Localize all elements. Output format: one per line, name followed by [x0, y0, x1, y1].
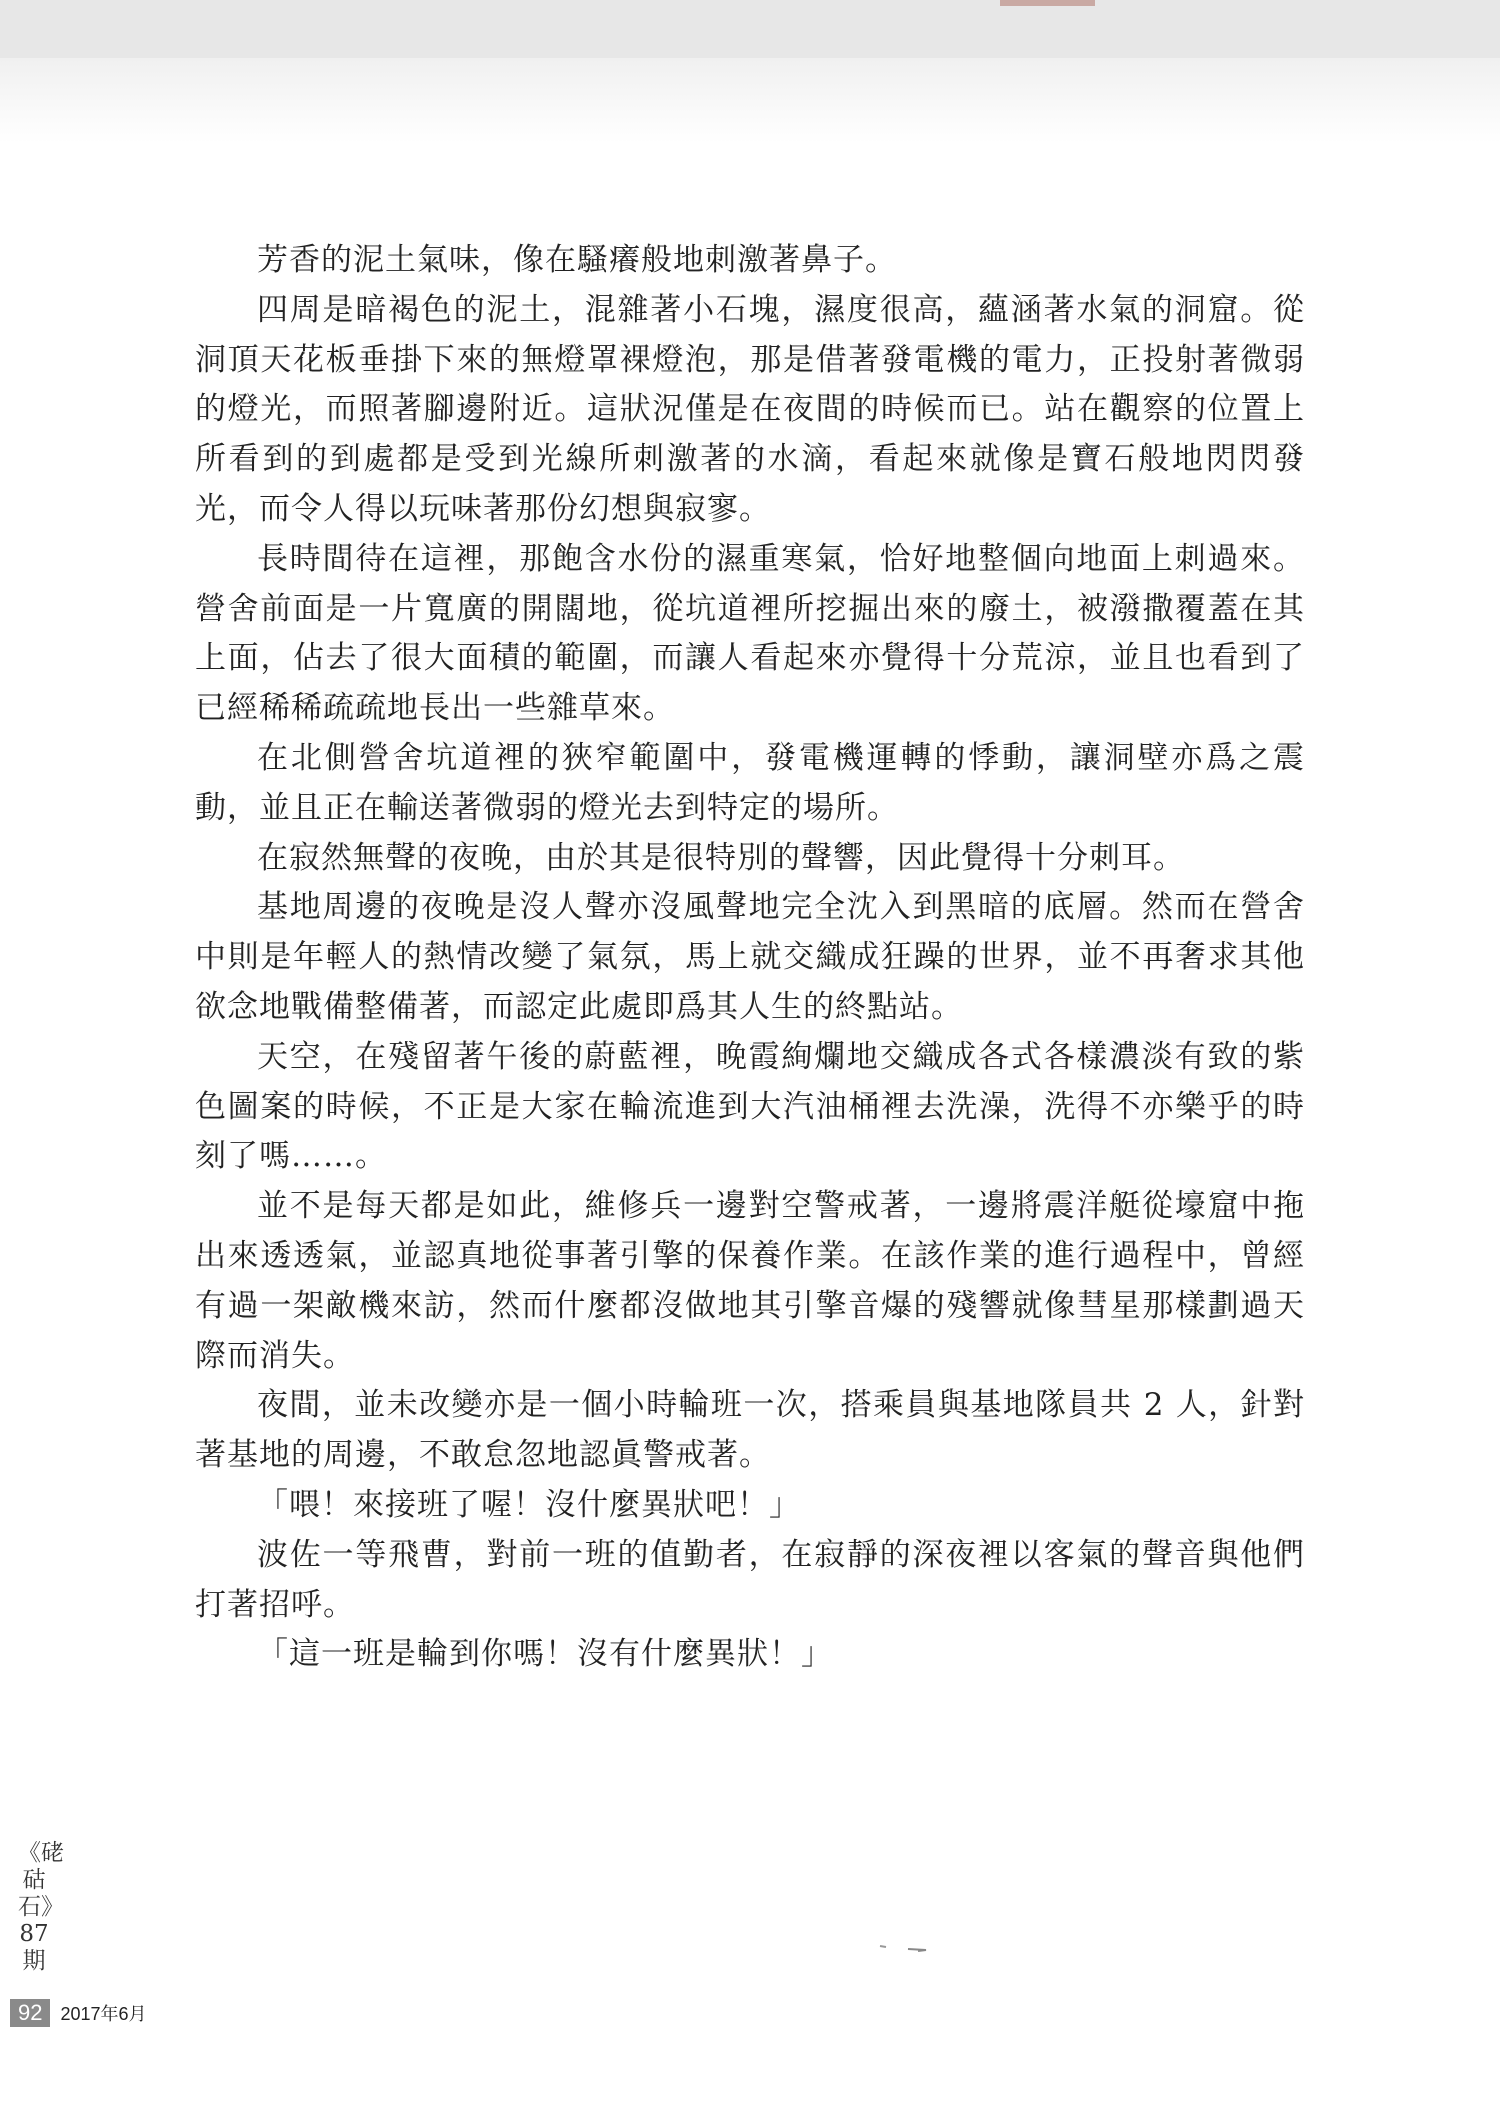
journal-spine-title: 《硓𥑮石》87期	[18, 1840, 64, 1974]
paragraph: 「這一班是輪到你嗎！沒有什麼異狀！」	[257, 1636, 833, 1673]
paragraph: 並不是每天都是如此，維修兵一邊對空警戒著，一邊將震洋艇從壕窟中拖出來透透氣，並認真地從事著引擎的保養作業。在該作業的進行過程中，曾經有過一架敵機來訪，然而什麼都沒做地其引擎音爆的殘響就像彗星那樣劃過天際而消失。	[195, 1188, 1305, 1374]
article-body	[195, 236, 1305, 1680]
scan-top-band	[0, 0, 1500, 58]
paragraph: 波佐一等飛曹，對前一班的值勤者，在寂靜的深夜裡以客氣的聲音與他們打著招呼。	[195, 1536, 1305, 1623]
paragraph: 「喂！來接班了喔！沒什麼異狀吧！」	[257, 1486, 801, 1523]
issue-date: 2017年6月	[60, 2004, 147, 2024]
paragraph: 在寂然無聲的夜晚，由於其是很特別的聲響，因此覺得十分刺耳。	[257, 839, 1185, 876]
paragraph: 基地周邊的夜晚是沒人聲亦沒風聲地完全沈入到黑暗的底層。然而在營舍中則是年輕人的熱情改變了氣氛，馬上就交織成狂躁的世界，並不再奢求其他欲念地戰備整備著，而認定此處即爲其人生的終點站。	[195, 889, 1305, 1025]
scan-stray-mark	[878, 1942, 948, 1954]
page-number: 92	[10, 1999, 50, 2027]
scan-top-shadow	[0, 58, 1500, 143]
paragraph: 四周是暗褐色的泥土，混雜著小石塊，濕度很高，蘊涵著水氣的洞窟。從洞頂天花板垂掛下來的無燈罩裸燈泡，那是借著發電機的電力，正投射著微弱的燈光，而照著腳邊附近。這狀況僅是在夜間的時候而已。站在觀察的位置上所看到的到處都是受到光線所刺激著的水滴，看起來就像是寶石般地閃閃發光，而令人得以玩味著那份幻想與寂寥。	[195, 291, 1305, 527]
header-color-mark	[1000, 0, 1095, 6]
paragraph: 芳香的泥土氣味，像在騷癢般地刺激著鼻子。	[257, 242, 897, 278]
paragraph: 夜間，並未改變亦是一個小時輪班一次，搭乘員與基地隊員共 2 人，針對著基地的周邊，不敢怠忽地認眞警戒著。	[195, 1387, 1305, 1474]
paragraph: 長時間待在這裡，那飽含水份的濕重寒氣，恰好地整個向地面上刺過來。營舍前面是一片寬廣的開闊地，從坑道裡所挖掘出來的廢土，被潑撒覆蓋在其上面，佔去了很大面積的範圍，而讓人看起來亦覺得十分荒涼，並且也看到了已經稀稀疏疏地長出一些雜草來。	[195, 540, 1305, 727]
paragraph: 天空，在殘留著午後的蔚藍裡，晚霞絢爛地交織成各式各樣濃淡有致的紫色圖案的時候，不正是大家在輪流進到大汽油桶裡去洗澡，洗得不亦樂乎的時刻了嗎……。	[195, 1038, 1305, 1175]
page-footer	[10, 1997, 147, 2029]
paragraph: 在北側營舍坑道裡的狹窄範圍中，發電機運轉的悸動，讓洞壁亦爲之震動，並且正在輸送著微弱的燈光去到特定的場所。	[195, 739, 1305, 826]
